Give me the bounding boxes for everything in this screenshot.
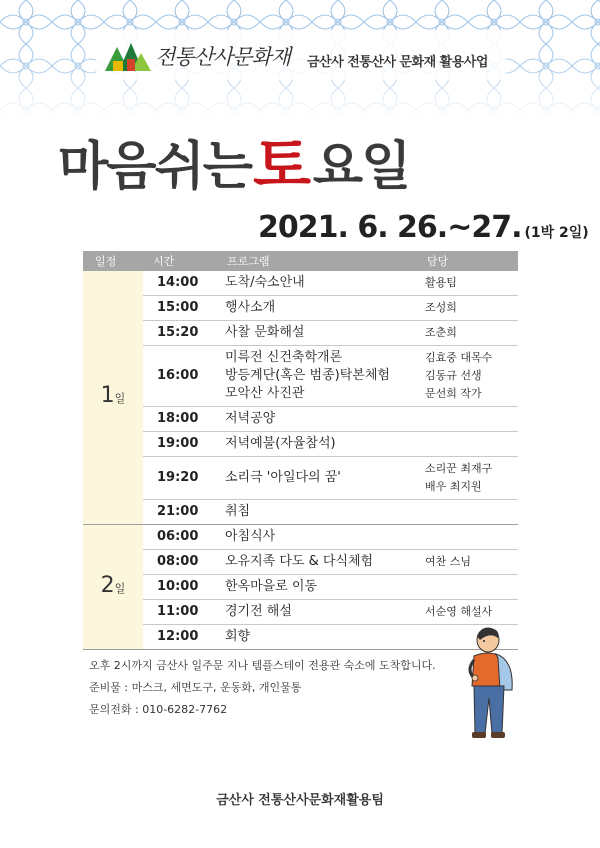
time-cell: 10:00 xyxy=(143,575,217,600)
staff-line: 김효중 대목수 xyxy=(425,351,493,364)
header-staff: 담당 xyxy=(417,251,518,271)
staff-line: 조성희 xyxy=(425,301,457,314)
table-row xyxy=(83,296,518,321)
logo xyxy=(103,36,290,76)
staff-cell xyxy=(417,500,518,525)
program-cell xyxy=(217,346,417,407)
day-number: 2 xyxy=(100,572,115,598)
time-cell: 21:00 xyxy=(143,500,217,525)
table-row xyxy=(83,500,518,525)
table-row xyxy=(83,600,518,625)
schedule-table xyxy=(83,251,518,650)
note-arrival: 오후 2시까지 금산사 일주문 지나 템플스테이 전용관 숙소에 도착합니다. xyxy=(89,659,436,672)
staff-cell xyxy=(417,525,518,550)
notes xyxy=(89,655,436,721)
staff-cell xyxy=(417,550,518,575)
time-cell: 19:20 xyxy=(143,457,217,500)
program-cell xyxy=(217,457,417,500)
staff-cell xyxy=(417,407,518,432)
day-unit: 일 xyxy=(114,581,126,595)
program-line: 방등계단(혹은 범종)탁본체험 xyxy=(225,368,390,383)
program-cell xyxy=(217,296,417,321)
project-name: 금산사 전통산사 문화재 활용사업 xyxy=(307,55,488,70)
time-cell: 19:00 xyxy=(143,432,217,457)
day-cell xyxy=(83,525,143,650)
time-cell: 16:00 xyxy=(143,346,217,407)
staff-line: 문선희 작가 xyxy=(425,387,482,400)
staff-cell xyxy=(417,271,518,296)
header-program: 프로그램 xyxy=(217,251,417,271)
table-row xyxy=(83,525,518,550)
schedule-body xyxy=(83,271,518,650)
program-cell xyxy=(217,500,417,525)
time-cell: 06:00 xyxy=(143,525,217,550)
program-line: 도착/숙소안내 xyxy=(225,275,305,290)
staff-cell xyxy=(417,296,518,321)
organizer: 금산사 전통산사문화재활용팀 xyxy=(216,793,384,808)
staff-line: 배우 최지원 xyxy=(425,480,482,493)
backpacker-illustration xyxy=(438,624,518,744)
staff-cell xyxy=(417,432,518,457)
staff-cell xyxy=(417,346,518,407)
time-cell: 15:20 xyxy=(143,321,217,346)
program-cell xyxy=(217,432,417,457)
staff-line: 김동규 선생 xyxy=(425,369,482,382)
table-row xyxy=(83,432,518,457)
program-line: 행사소개 xyxy=(225,300,276,315)
staff-line: 여찬 스님 xyxy=(425,555,472,568)
program-line: 사찰 문화해설 xyxy=(225,325,305,340)
time-cell: 15:00 xyxy=(143,296,217,321)
table-row xyxy=(83,271,518,296)
time-cell: 11:00 xyxy=(143,600,217,625)
note-contact: 문의전화 : 010-6282-7762 xyxy=(89,703,228,716)
program-line: 취침 xyxy=(225,504,251,519)
program-line: 회향 xyxy=(225,629,251,644)
table-row xyxy=(83,550,518,575)
table-row xyxy=(83,575,518,600)
staff-cell xyxy=(417,575,518,600)
program-cell xyxy=(217,600,417,625)
staff-line: 활용팀 xyxy=(425,276,457,289)
program-line: 모악산 사진관 xyxy=(225,386,305,401)
table-row xyxy=(83,457,518,500)
event-date xyxy=(258,210,589,245)
table-header-row xyxy=(83,251,518,271)
program-cell xyxy=(217,575,417,600)
program-cell xyxy=(217,550,417,575)
time-cell: 12:00 xyxy=(143,625,217,650)
program-line: 오유지족 다도 & 다식체험 xyxy=(225,554,374,569)
day-unit: 일 xyxy=(114,392,126,405)
logo-text: 전통산사문화재 xyxy=(155,45,291,69)
table-row xyxy=(83,346,518,407)
header-pattern xyxy=(0,0,600,118)
header-day: 일정 xyxy=(83,251,143,271)
day-number: 1 xyxy=(100,383,115,408)
title-part-1: 마음쉬는 xyxy=(58,136,251,197)
program-cell xyxy=(217,271,417,296)
staff-line: 소리꾼 최재구 xyxy=(425,462,493,475)
temple-logo-icon xyxy=(103,39,151,73)
date-main: 2021. 6. 26.~27. xyxy=(258,210,522,245)
program-cell xyxy=(217,525,417,550)
staff-cell xyxy=(417,600,518,625)
program-cell xyxy=(217,625,417,650)
staff-line: 조춘희 xyxy=(425,326,457,339)
time-cell: 18:00 xyxy=(143,407,217,432)
time-cell: 08:00 xyxy=(143,550,217,575)
title-accent: 토 xyxy=(252,131,311,201)
page-title xyxy=(58,126,410,201)
staff-cell xyxy=(417,321,518,346)
program-line: 소리극 '아일다의 꿈' xyxy=(225,470,341,485)
note-supplies: 준비물 : 마스크, 세면도구, 운동화, 개인물통 xyxy=(89,681,302,694)
program-cell xyxy=(217,407,417,432)
program-line: 한옥마을로 이동 xyxy=(225,579,318,594)
program-line: 경기전 해설 xyxy=(225,604,292,619)
staff-line: 서순영 해설사 xyxy=(425,605,493,618)
table-row xyxy=(83,321,518,346)
date-duration: (1박 2일) xyxy=(524,225,589,241)
table-row xyxy=(83,407,518,432)
program-cell xyxy=(217,321,417,346)
day-cell xyxy=(83,271,143,525)
program-line: 저녁예불(자율참석) xyxy=(225,436,336,451)
header-time: 시간 xyxy=(143,251,217,271)
title-part-2: 요일 xyxy=(312,136,410,197)
program-line: 아침식사 xyxy=(225,529,276,544)
program-line: 미륵전 신건축학개론 xyxy=(225,350,343,365)
staff-cell xyxy=(417,457,518,500)
time-cell: 14:00 xyxy=(143,271,217,296)
program-line: 저녁공양 xyxy=(225,411,276,426)
